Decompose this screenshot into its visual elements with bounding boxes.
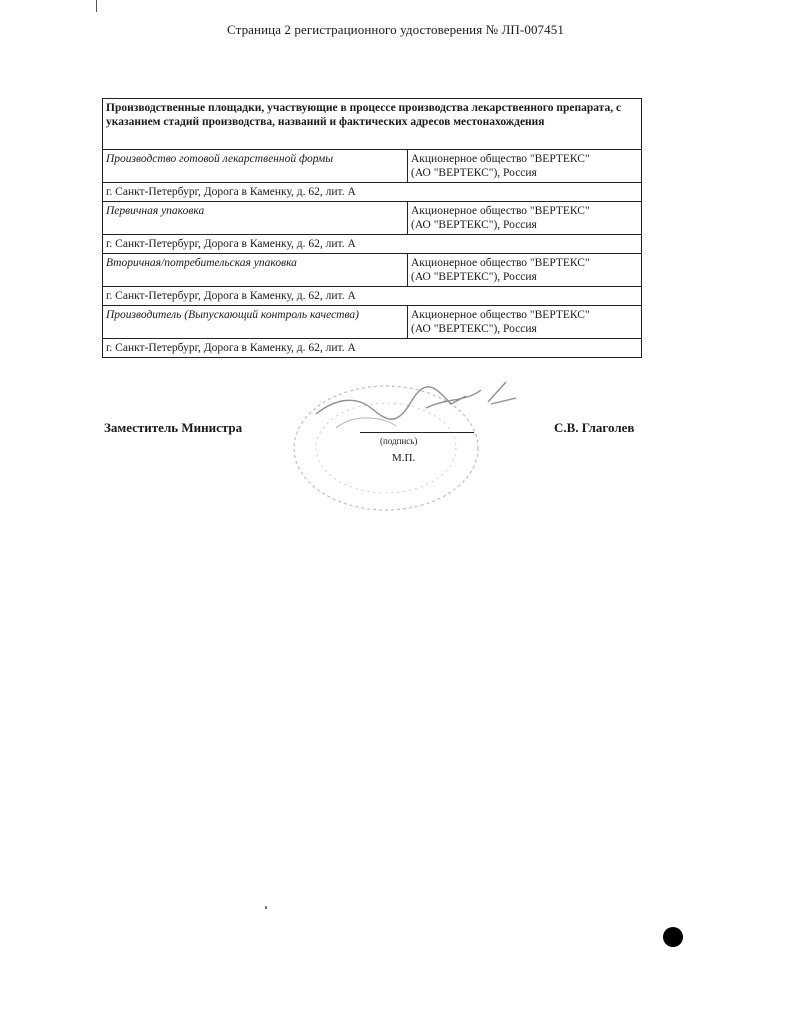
stage-cell: Производитель (Выпускающий контроль качества) [103,306,408,339]
handwritten-signature-icon [316,382,516,428]
scan-tick-mark [96,0,97,12]
table-row [103,235,642,254]
table-row [103,150,642,183]
organization-cell [408,150,642,183]
stage-cell: Вторичная/потребительская упаковка [103,254,408,287]
organization-name: Акционерное общество "ВЕРТЕКС" [411,205,590,217]
signature-line [360,432,474,433]
organization-cell [408,202,642,235]
organization-short: (АО "ВЕРТЕКС"), Россия [411,323,537,335]
organization-name: Акционерное общество "ВЕРТЕКС" [411,309,590,321]
signature-caption: (подпись) [380,436,418,446]
organization-short: (АО "ВЕРТЕКС"), Россия [411,219,537,231]
black-dot-icon [663,927,683,947]
organization-cell [408,254,642,287]
table-row [103,339,642,358]
stage-cell: Производство готовой лекарственной формы [103,150,408,183]
table-row [103,183,642,202]
address-cell: г. Санкт-Петербург, Дорога в Каменку, д. 62, лит. А [103,287,642,306]
address-cell: г. Санкт-Петербург, Дорога в Каменку, д. 62, лит. А [103,339,642,358]
production-sites-table [102,98,642,358]
address-cell: г. Санкт-Петербург, Дорога в Каменку, д. 62, лит. А [103,183,642,202]
signatory-position: Заместитель Министра [104,420,243,435]
organization-short: (АО "ВЕРТЕКС"), Россия [411,271,537,283]
address-cell: г. Санкт-Петербург, Дорога в Каменку, д. 62, лит. А [103,235,642,254]
seal-label: М.П. [392,452,416,464]
table-title: Производственные площадки, участвующие в процессе производства лекарственного препарата, с указанием стадий производства, названий и фактических адресов местонахождения [103,99,642,150]
stage-cell: Первичная упаковка [103,202,408,235]
organization-cell [408,306,642,339]
organization-name: Акционерное общество "ВЕРТЕКС" [411,153,590,165]
organization-short: (АО "ВЕРТЕКС"), Россия [411,167,537,179]
table-row [103,202,642,235]
table-title-row [103,99,642,150]
scan-speck [265,906,267,909]
table-row [103,287,642,306]
table-row [103,254,642,287]
table-row [103,306,642,339]
page-header: Страница 2 регистрационного удостоверения № ЛП-007451 [227,22,564,37]
signatory-name: С.В. Глаголев [554,420,635,435]
organization-name: Акционерное общество "ВЕРТЕКС" [411,257,590,269]
